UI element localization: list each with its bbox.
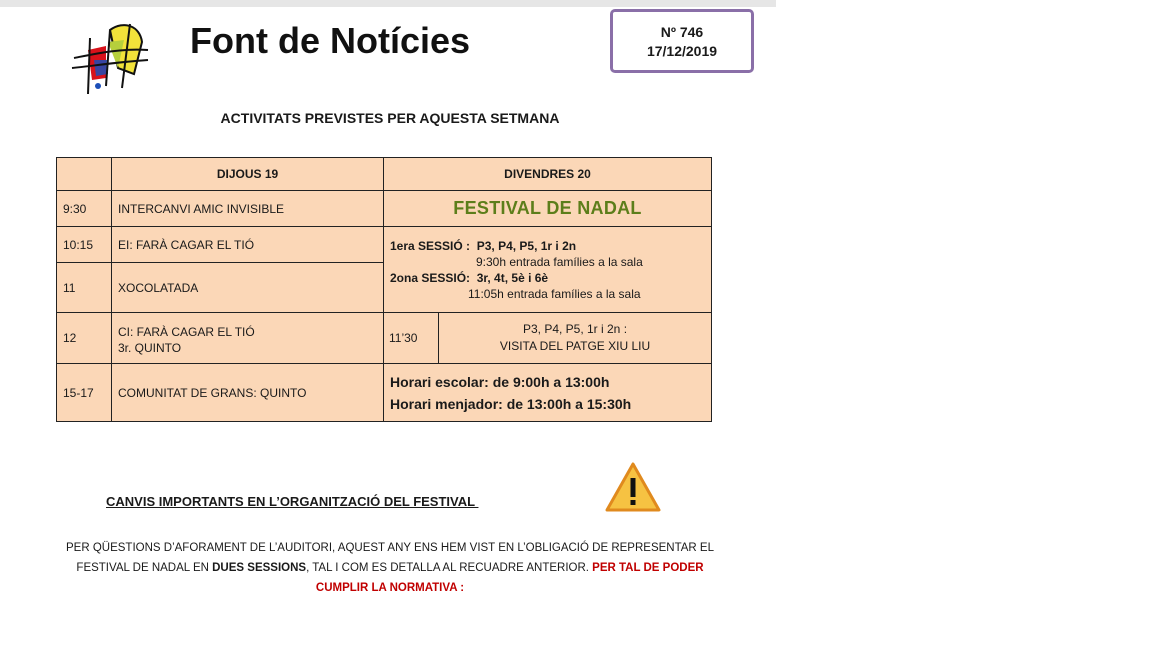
session2-groups: 3r, 4t, 5è i 6è: [476, 270, 549, 285]
time-cell: 10:15: [57, 227, 112, 263]
header-friday: DIVENDRES 20: [384, 158, 712, 191]
issue-date: 17/12/2019: [646, 43, 718, 59]
header-empty-cell: [57, 158, 112, 191]
thursday-cell: INTERCANVI AMIC INVISIBLE: [112, 191, 384, 227]
thursday-cell: XOCOLATADA: [112, 263, 384, 313]
time-cell: 9:30: [57, 191, 112, 227]
table-header-row: [57, 158, 712, 191]
section-subtitle: ACTIVITATS PREVISTES PER AQUESTA SETMANA: [220, 110, 560, 126]
changes-heading: CANVIS IMPORTANTS EN L’ORGANITZACIÓ DEL FESTIVAL: [106, 494, 479, 509]
changes-text-part1: PER QÜESTIONS D’AFORAMENT DE L’AUDITORI, AQUEST ANY ENS HEM VIST EN L’OBLIGACIÓ DE REPRESENTAR EL FESTIVAL DE NADAL EN: [66, 542, 714, 574]
time-cell: 12: [57, 313, 112, 364]
header-thursday: DIJOUS 19: [112, 158, 384, 191]
changes-text-red: PER TAL DE PODER CUMPLIR LA NORMATIVA :: [315, 562, 704, 594]
thursday-cell: EI: FARÀ CAGAR EL TIÓ: [112, 227, 384, 263]
visit-time-cell: 11’30: [384, 313, 439, 364]
changes-text-part2: , TAL I COM ES DETALLA AL RECUADRE ANTERIOR.: [306, 562, 593, 574]
issue-box: [610, 9, 754, 73]
thursday-line2: 3r. QUINTO: [118, 341, 182, 355]
festival-sessions-cell: [384, 227, 712, 313]
visit-line2: VISITA DEL PATGE XIU LIU: [499, 339, 651, 353]
festival-title: FESTIVAL DE NADAL: [384, 191, 712, 227]
horari-menjador: Horari menjador: de 13:00h a 15:30h: [390, 395, 632, 412]
school-logo-icon: [70, 16, 150, 96]
horari-escolar: Horari escolar: de 9:00h a 13:00h: [390, 373, 610, 390]
schedule-table: [56, 157, 712, 422]
warning-triangle-icon: [604, 460, 662, 514]
session1-label: 1era SESSIÓ :: [390, 238, 471, 253]
table-row: [57, 313, 712, 364]
table-row: [57, 191, 712, 227]
session2-label: 2ona SESSIÓ:: [390, 270, 471, 285]
visit-cell: [439, 313, 712, 364]
time-cell: 15-17: [57, 364, 112, 422]
session1-entry: 9:30h entrada famílies a la sala: [476, 254, 643, 269]
changes-text-bold: DUES SESSIONS: [212, 562, 307, 574]
issue-number: Nº 746: [660, 24, 704, 40]
changes-body: [60, 538, 720, 598]
thursday-cell: [112, 313, 384, 364]
table-row: [57, 364, 712, 422]
top-bar: [0, 0, 776, 7]
schedule-hours-cell: [384, 364, 712, 422]
page-title: Font de Notícies: [190, 20, 471, 61]
time-cell: 11: [57, 263, 112, 313]
thursday-cell: COMUNITAT DE GRANS: QUINTO: [112, 364, 384, 422]
thursday-line1: CI: FARÀ CAGAR EL TIÓ: [118, 325, 255, 339]
visit-line1: P3, P4, P5, 1r i 2n :: [522, 322, 628, 336]
session2-entry: 11:05h entrada famílies a la sala: [468, 286, 641, 301]
session1-groups: P3, P4, P5, 1r i 2n: [476, 238, 577, 253]
table-row: [57, 227, 712, 263]
